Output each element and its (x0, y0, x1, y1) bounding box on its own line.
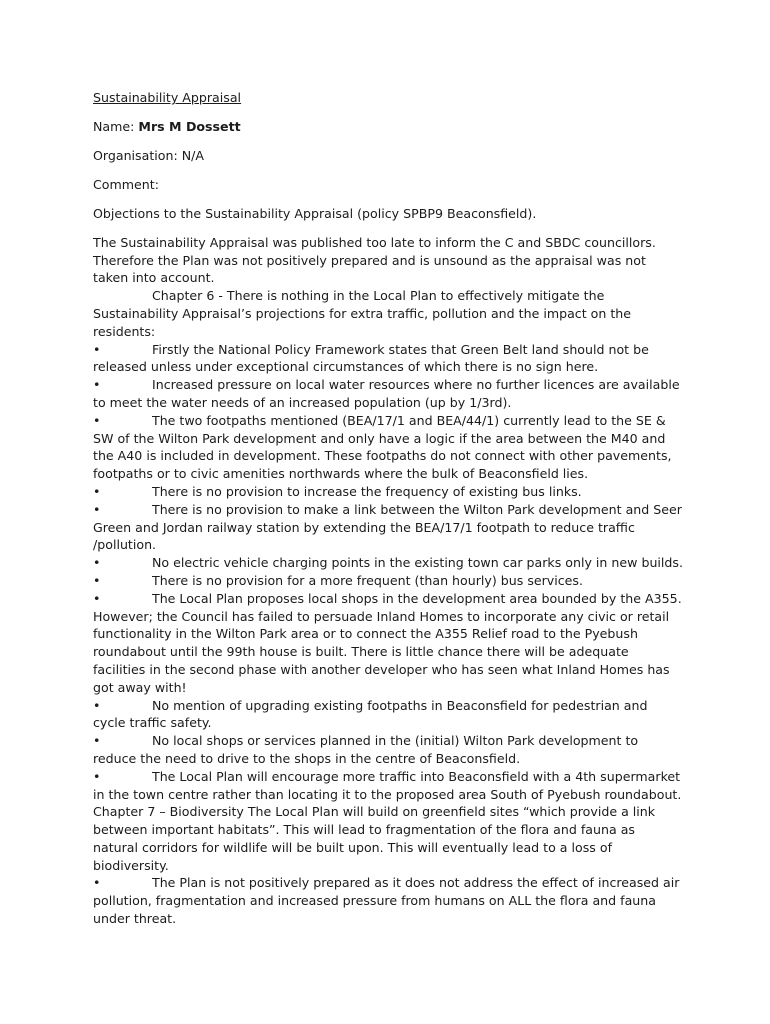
bullet-item (93, 412, 683, 483)
bullet-text: Firstly the National Policy Framework states that Green Belt land should not be released unless under exceptional circumstances of which there is no sign here. (93, 341, 649, 375)
bullet-icon: • (93, 697, 101, 713)
bullet-item (93, 572, 683, 590)
bullet-text: The Local Plan proposes local shops in the development area bounded by the A355. However; the Council has failed to persuade Inland Homes to incorporate any civic or retail functionality in the Wilton Park area or to connect the A355 Relief road to the Pyebush roundabout until the 99th house is built. There is little chance there will be adequate facilities in the second phase with another developer who has seen what Inland Homes has got away with! (93, 590, 682, 695)
bullet-text: The Local Plan will encourage more traffic into Beaconsfield with a 4th supermarket in the town centre rather than locating it to the proposed area South of Pyebush roundabout. (93, 768, 682, 802)
bullet-icon: • (93, 555, 101, 571)
bullet-icon: • (93, 341, 101, 357)
bullet-item (93, 376, 683, 412)
bullet-icon: • (93, 590, 101, 606)
bullet-item (93, 341, 683, 377)
bullet-text: There is no provision to increase the frequency of existing bus links. (152, 483, 582, 499)
bullet-item (93, 590, 683, 697)
final-bullet (93, 874, 683, 927)
document-page (93, 89, 683, 928)
bullet-list (93, 341, 683, 804)
bullet-icon: • (93, 733, 101, 749)
name-label: Name: (93, 119, 139, 134)
bullet-text: There is no provision to make a link between the Wilton Park development and Seer Green and Jordan railway station by extending the BEA/17/1 footpath to reduce traffic /pollution. (93, 501, 682, 553)
chapter-7-paragraph: Chapter 7 – Biodiversity The Local Plan will build on greenfield sites “which provide a link between important habitats”. This will lead to fragmentation of the flora and fauna as natural corridors for wildlife will be built upon. This will eventually lead to a loss of biodiversity. (93, 804, 656, 873)
chapter-6-text: Chapter 6 - There is nothing in the Local Plan to effectively mitigate the Sustainability Appraisal’s projections for extra traffic, pollution and the impact on the residents: (93, 288, 632, 339)
bullet-text: No electric vehicle charging points in the existing town car parks only in new builds. (152, 555, 683, 571)
bullet-icon: • (93, 483, 101, 499)
bullet-item (93, 697, 683, 733)
bullet-icon: • (93, 572, 101, 588)
bullet-item (93, 483, 683, 501)
final-bullet-text: The Plan is not positively prepared as it does not address the effect of increased air pollution, fragmentation and increased pressure from humans on ALL the flora and fauna under threat. (93, 875, 680, 927)
bullet-icon: • (93, 768, 101, 784)
comment-label: Comment: (93, 177, 159, 192)
bullet-icon: • (93, 501, 101, 517)
bullet-text: Increased pressure on local water resources where no further licences are available to meet the water needs of an increased population (up by 1/3rd). (93, 377, 680, 410)
intro-paragraph: The Sustainability Appraisal was published too late to inform the C and SBDC councillors. Therefore the Plan was not positively prepared and is unsound as the appraisal was not taken into account. (93, 234, 656, 286)
bullet-text: No mention of upgrading existing footpaths in Beaconsfield for pedestrian and cycle traffic safety. (93, 697, 648, 731)
bullet-icon: • (93, 412, 101, 428)
bullet-text: The two footpaths mentioned (BEA/17/1 and BEA/44/1) currently lead to the SE & SW of the Wilton Park development and only have a logic if the area between the M40 and the A40 is included in development. These footpaths do not connect with other pavements, footpaths or to civic amenities northwards where the bulk of Beaconsfield lies. (93, 412, 672, 482)
bullet-item (93, 501, 683, 554)
bullet-text: No local shops or services planned in the (initial) Wilton Park development to reduce the need to drive to the shops in the centre of Beaconsfield. (93, 733, 639, 766)
document-title: Sustainability Appraisal (93, 90, 242, 105)
chapter-6-paragraph (93, 287, 683, 340)
name-value: Mrs M Dossett (138, 119, 241, 134)
bullet-icon: • (93, 875, 101, 891)
organisation-field: Organisation: N/A (93, 148, 204, 163)
bullet-item (93, 732, 683, 768)
objection-heading: Objections to the Sustainability Appraisal (policy SPBP9 Beaconsfield). (93, 206, 537, 221)
bullet-icon: • (93, 377, 101, 393)
bullet-text: There is no provision for a more frequent (than hourly) bus services. (152, 572, 583, 588)
bullet-item (93, 554, 683, 572)
name-field (93, 118, 683, 136)
bullet-item (93, 768, 683, 804)
